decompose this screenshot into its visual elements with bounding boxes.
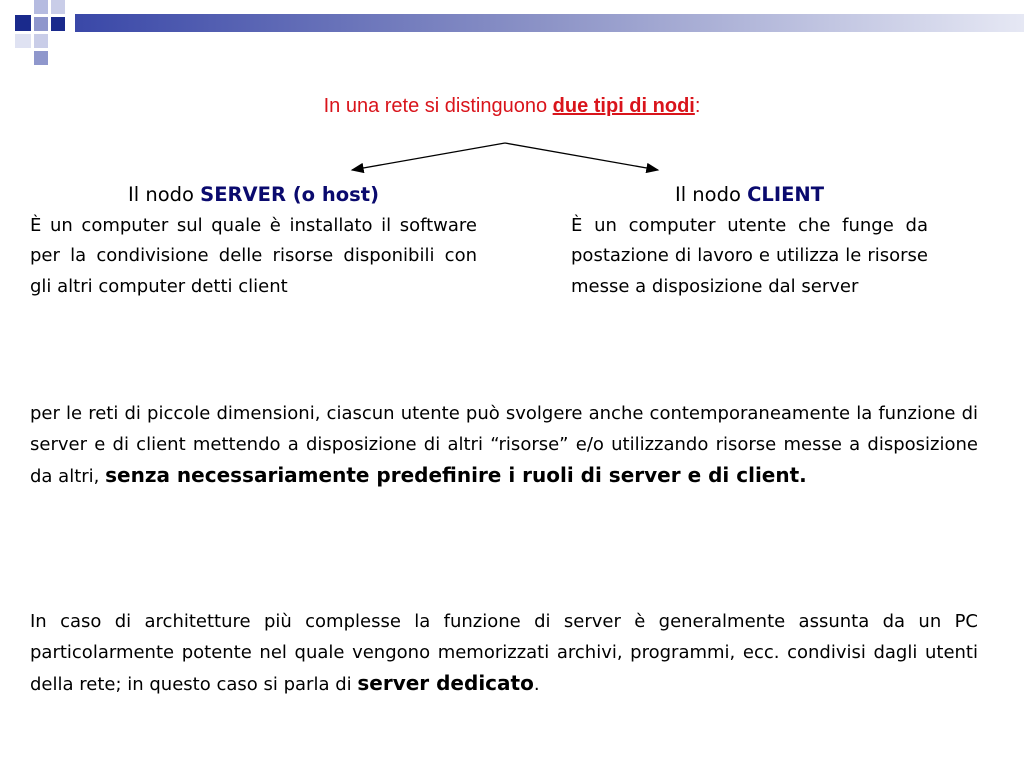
client-description: È un computer utente che funge da postazione di lavoro e utilizza le risorse messe a disposizione dal server [571, 214, 928, 297]
peer-to-peer-paragraph [30, 398, 978, 492]
client-heading-keyword: CLIENT [747, 183, 825, 206]
dedicated-server-paragraph [30, 606, 978, 700]
slide-title [0, 95, 1024, 118]
server-section [30, 180, 477, 302]
title-prefix: In una rete si distinguono [323, 95, 553, 117]
server-heading-prefix: Il nodo [128, 183, 201, 206]
paragraph2-suffix: . [533, 674, 540, 695]
paragraph2-text: In caso di architetture più complesse la funzione di server è generalmente assunta da un PC particolarmente potente nel quale vengono memorizzati archivi, programmi, ecc. condivisi dagli utenti della rete; in questo caso si parla di [30, 611, 978, 695]
title-suffix: : [694, 95, 701, 117]
client-section [571, 180, 928, 302]
client-heading [571, 180, 928, 211]
paragraph1-text: per le reti di piccole dimensioni, ciascun utente può svolgere anche contemporaneamente la funzione di server e di client mettendo a disposizione di altri “risorse” e/o utilizzando risorse messe a disposizione da altri, [30, 403, 978, 487]
paragraph1-bold: senza necessariamente predefinire i ruoli di server e di client. [105, 463, 807, 487]
paragraph2-bold: server dedicato [357, 671, 534, 695]
client-heading-prefix: Il nodo [674, 183, 748, 206]
branch-arrows [340, 138, 680, 178]
server-description: È un computer sul quale è installato il software per la condivisione delle risorse disponibili con gli altri computer detti client [30, 214, 477, 297]
header-decoration [0, 0, 1024, 70]
title-emphasis: due tipi di nodi [552, 95, 695, 117]
server-heading-keyword: SERVER (o host) [200, 183, 379, 206]
server-heading [30, 180, 477, 211]
